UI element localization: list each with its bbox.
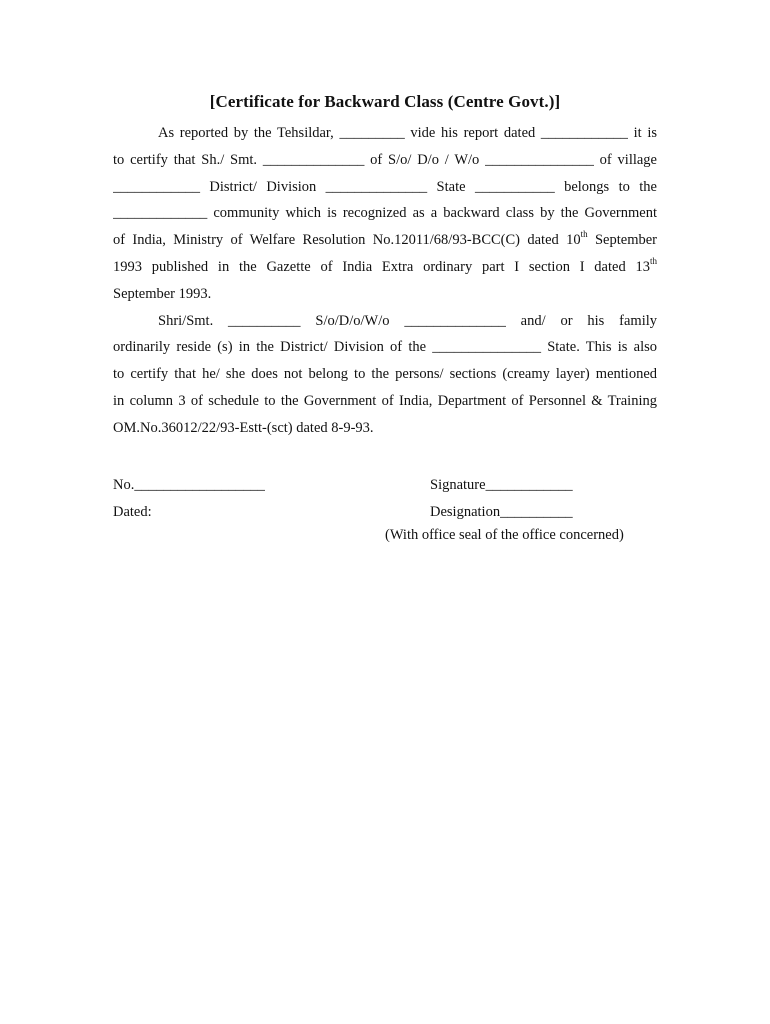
paragraph1-line6-text: 1993 published in the Gazette of India Extra ordinary part I section I dated 13 <box>113 258 650 275</box>
paragraph1-line5 <box>113 227 657 254</box>
superscript-th: th <box>649 256 657 267</box>
paragraph2-line4: in column 3 of schedule to the Government of India, Department of Personnel & Training <box>113 392 657 409</box>
paragraph1-line3: ____________ District/ Division ______________ State ___________ belongs to the <box>113 178 657 195</box>
document-title: [Certificate for Backward Class (Centre Govt.)] <box>209 92 561 111</box>
paragraph2-line2: ordinarily reside (s) in the District/ Division of the _______________ State. This is also <box>113 339 657 356</box>
seal-note: (With office seal of the office concerned) <box>385 527 624 543</box>
footer-right <box>430 472 573 526</box>
dated-field: Dated: <box>113 503 152 520</box>
paragraph1-line5-tail: September <box>587 232 657 249</box>
paragraph2-line5: OM.No.36012/22/93-Estt-(sct) dated 8-9-93. <box>113 419 374 436</box>
paragraph1-line1: As reported by the Tehsildar, _________ vide his report dated ____________ it is <box>158 125 657 141</box>
paragraph1-line6 <box>113 254 657 281</box>
footer-left <box>113 472 265 526</box>
paragraph1-line7: September 1993. <box>113 285 212 302</box>
paragraph1-line2: to certify that Sh./ Smt. ______________ of S/o/ D/o / W/o _______________ of village <box>113 151 657 168</box>
signature-field: Signature____________ <box>430 477 573 493</box>
number-field: No.__________________ <box>113 477 265 493</box>
paragraph1-line4: _____________ community which is recognized as a backward class by the Government <box>113 205 657 222</box>
paragraph1-line5-text: of India, Ministry of Welfare Resolution No.12011/68/93-BCC(C) dated 10 <box>113 232 581 249</box>
paragraph2-line3: to certify that he/ she does not belong to the persons/ sections (creamy layer) mentioned <box>113 366 657 383</box>
paragraph2-line1: Shri/Smt. __________ S/o/D/o/W/o ______________ and/ or his family <box>158 312 657 329</box>
designation-field: Designation__________ <box>430 503 573 520</box>
certificate-body <box>113 120 657 442</box>
superscript-th: th <box>580 229 588 240</box>
